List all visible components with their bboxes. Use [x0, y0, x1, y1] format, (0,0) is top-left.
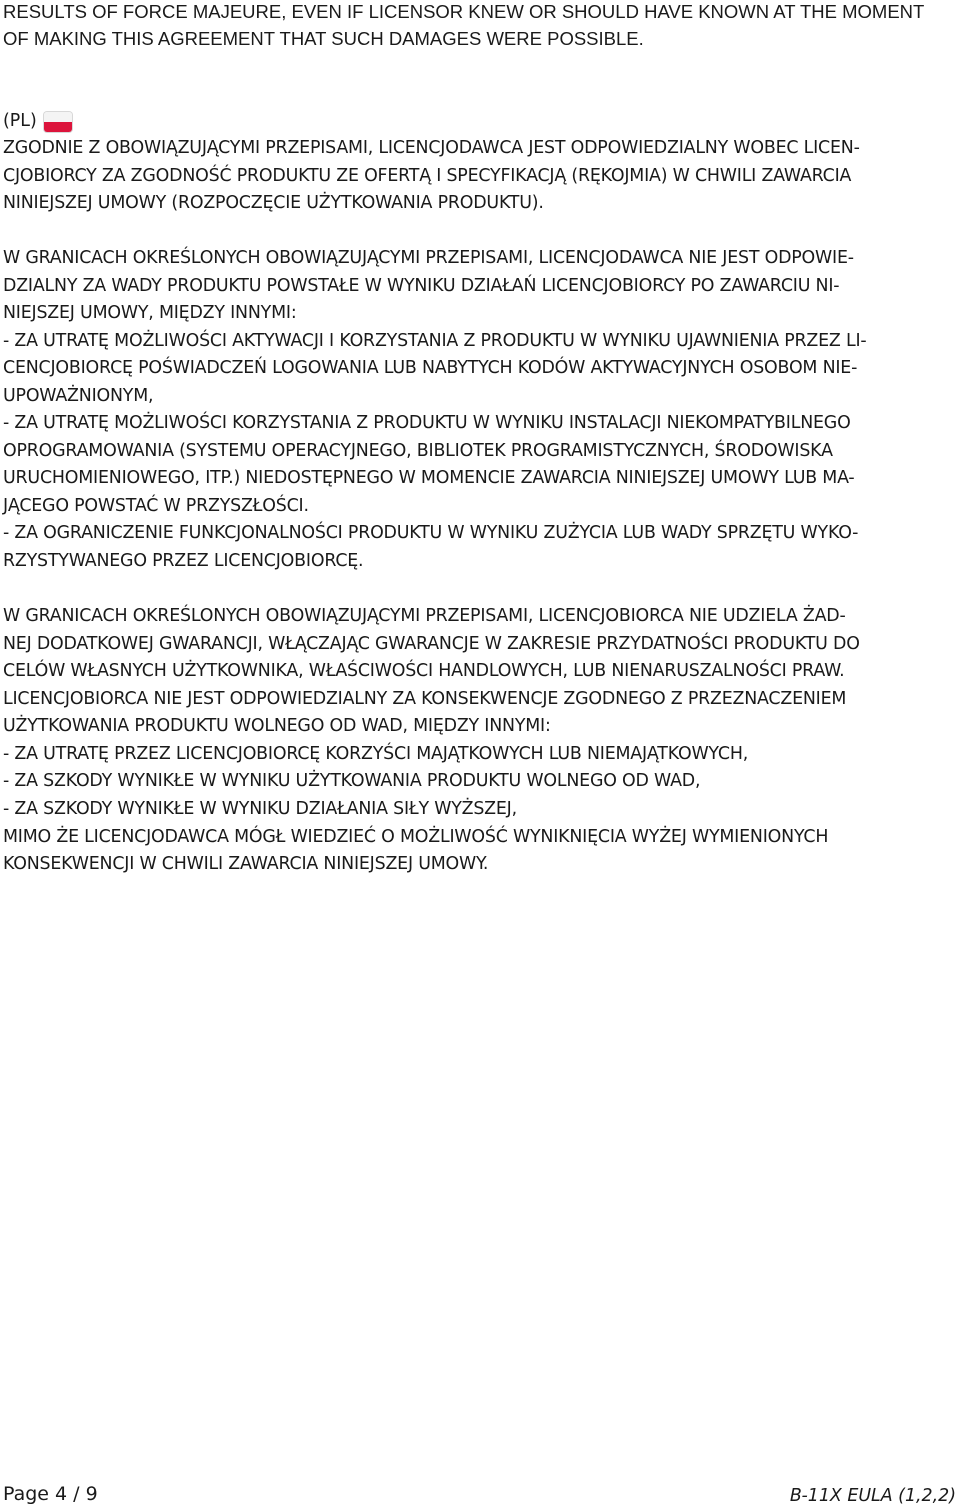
paragraph-1-line: CJOBIORCY ZA ZGODNOŚĆ PRODUKTU ZE OFERTĄ I SPECYFIKACJĄ (RĘKOJMIA) W CHWILI ZAWARCIA	[3, 166, 852, 186]
paragraph-2-line: W GRANICACH OKREŚLONYCH OBOWIĄZUJĄCYMI PRZEPISAMI, LICENCJODAWCA NIE JEST ODPOWIE-	[3, 248, 854, 268]
paragraph-2-line: - ZA OGRANICZENIE FUNKCJONALNOŚCI PRODUKTU W WYNIKU ZUŻYCIA LUB WADY SPRZĘTU WYKO-	[3, 523, 859, 543]
paragraph-2-line: JĄCEGO POWSTAĆ W PRZYSZŁOŚCI.	[3, 496, 309, 516]
paragraph-2-line: DZIALNY ZA WADY PRODUKTU POWSTAŁE W WYNIKU DZIAŁAŃ LICENCJOBIORCY PO ZAWARCIU NI-	[3, 276, 840, 296]
paragraph-3-line: - ZA UTRATĘ PRZEZ LICENCJOBIORCĘ KORZYŚCI MAJĄTKOWYCH LUB NIEMAJĄTKOWYCH,	[3, 744, 749, 764]
intro-line: OF MAKING THIS AGREEMENT THAT SUCH DAMAGES WERE POSSIBLE.	[3, 28, 644, 49]
paragraph-1-line: NINIEJSZEJ UMOWY (ROZPOCZĘCIE UŻYTKOWANIA PRODUKTU).	[3, 193, 544, 213]
paragraph-3-line: KONSEKWENCJI W CHWILI ZAWARCIA NINIEJSZEJ UMOWY.	[3, 854, 489, 874]
paragraph-3-line: W GRANICACH OKREŚLONYCH OBOWIĄZUJĄCYMI PRZEPISAMI, LICENCJOBIORCA NIE UDZIELA ŻAD-	[3, 606, 846, 626]
document-id: B-11X EULA (1,2,2)	[789, 1486, 956, 1506]
paragraph-2-line: - ZA UTRATĘ MOŻLIWOŚCI AKTYWACJI I KORZYSTANIA Z PRODUKTU W WYNIKU UJAWNIENIA PRZEZ LI-	[3, 331, 867, 351]
paragraph-2-line: OPROGRAMOWANIA (SYSTEMU OPERACYJNEGO, BIBLIOTEK PROGRAMISTYCZNYCH, ŚRODOWISKA	[3, 441, 833, 461]
paragraph-2-line: UPOWAŻNIONYM,	[3, 386, 154, 406]
paragraph-1-line: ZGODNIE Z OBOWIĄZUJĄCYMI PRZEPISAMI, LICENCJODAWCA JEST ODPOWIEDZIALNY WOBEC LICEN-	[3, 138, 860, 158]
intro-line: RESULTS OF FORCE MAJEURE, EVEN IF LICENSOR KNEW OR SHOULD HAVE KNOWN AT THE MOMENT	[3, 1, 925, 22]
poland-flag-icon	[44, 112, 72, 132]
paragraph-3-line: LICENCJOBIORCA NIE JEST ODPOWIEDZIALNY ZA KONSEKWENCJE ZGODNEGO Z PRZEZNACZENIEM	[3, 689, 847, 709]
page-number: Page 4 / 9	[3, 1483, 98, 1505]
paragraph-2-line: URUCHOMIENIOWEGO, ITP.) NIEDOSTĘPNEGO W MOMENCIE ZAWARCIA NINIEJSZEJ UMOWY LUB MA-	[3, 468, 855, 488]
paragraph-2-line: - ZA UTRATĘ MOŻLIWOŚCI KORZYSTANIA Z PRODUKTU W WYNIKU INSTALACJI NIEKOMPATYBILNEGO	[3, 413, 851, 433]
paragraph-3-line: NEJ DODATKOWEJ GWARANCJI, WŁĄCZAJĄC GWARANCJE W ZAKRESIE PRZYDATNOŚCI PRODUKTU DO	[3, 634, 860, 654]
paragraph-2-line: CENCJOBIORCĘ POŚWIADCZEŃ LOGOWANIA LUB NABYTYCH KODÓW AKTYWACYJNYCH OSOBOM NIE-	[3, 358, 858, 378]
paragraph-3-line: - ZA SZKODY WYNIKŁE W WYNIKU UŻYTKOWANIA PRODUKTU WOLNEGO OD WAD,	[3, 771, 701, 791]
language-tag: (PL)	[3, 111, 37, 131]
paragraph-2-line: RZYSTYWANEGO PRZEZ LICENCJOBIORCĘ.	[3, 551, 364, 571]
paragraph-2-line: NIEJSZEJ UMOWY, MIĘDZY INNYMI:	[3, 303, 297, 323]
paragraph-3-line: - ZA SZKODY WYNIKŁE W WYNIKU DZIAŁANIA SIŁY WYŻSZEJ,	[3, 799, 517, 819]
paragraph-3-line: CELÓW WŁASNYCH UŻYTKOWNIKA, WŁAŚCIWOŚCI HANDLOWYCH, LUB NIENARUSZALNOŚCI PRAW.	[3, 661, 845, 681]
paragraph-3-line: MIMO ŻE LICENCJODAWCA MÓGŁ WIEDZIEĆ O MOŻLIWOŚĆ WYNIKNIĘCIA WYŻEJ WYMIENIONYCH	[3, 827, 829, 847]
paragraph-3-line: UŻYTKOWANIA PRODUKTU WOLNEGO OD WAD, MIĘDZY INNYMI:	[3, 716, 551, 736]
